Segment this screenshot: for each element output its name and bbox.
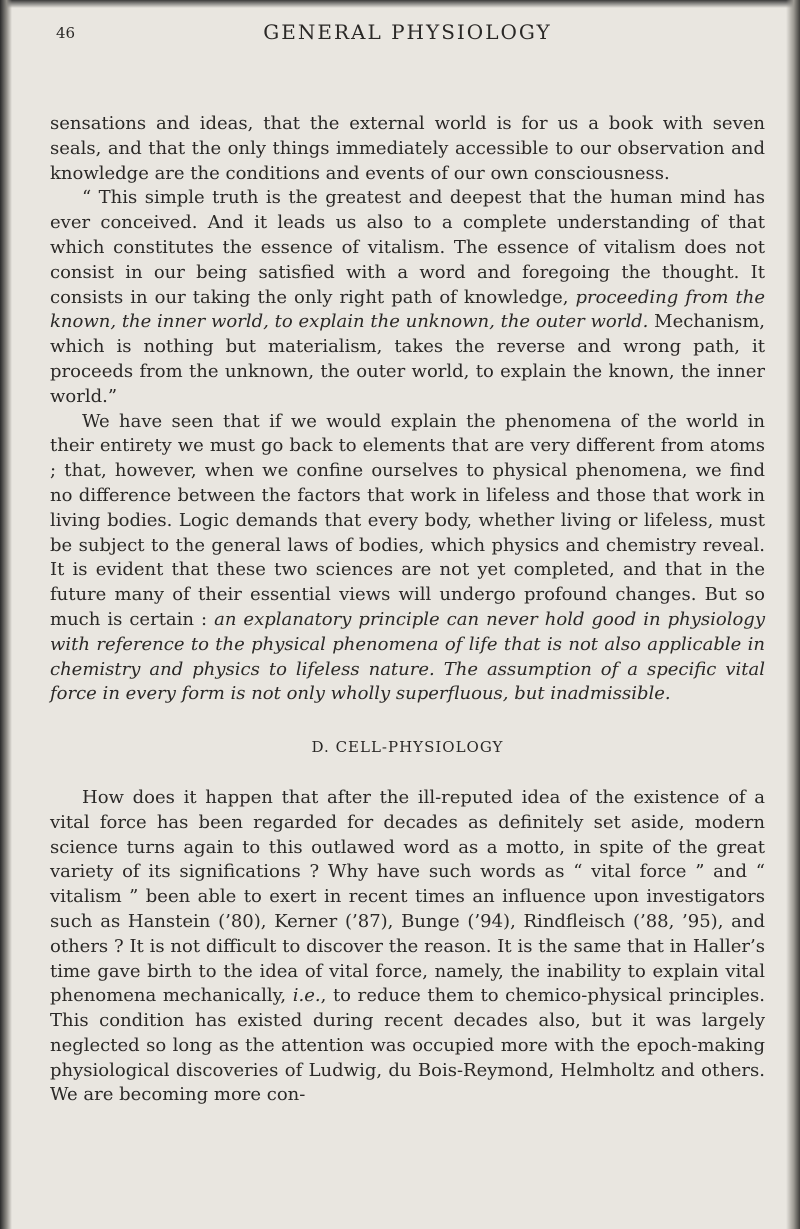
paragraph-emphasis: an explanatory principle can never hold good in physiology with reference to the physical phenomena of life that is not also applicable in chemistry and physics to lifeless nature. The assumption of a specific vital force in every form is not only wholly superfluous, but inadmissible.: [50, 608, 765, 705]
quotation-text-start: “ This simple truth is the greatest and deepest that the human mind has ever conceived. And it leads us also to a complete understanding of that which constitutes the essence of vitalism. The essence of vitalism does not consist in our being satisfied with a word and foregoing the thought. It consists in our taking the only right path of knowledge,: [50, 187, 765, 308]
abbreviation-emphasis: i.e.: [292, 985, 321, 1007]
paragraph-text: We have seen that if we would explain the phenomena of the world in their entirety we must go back to elements that are very different from atoms ; that, however, when we confine ourselves to physical phenomena, we find no difference between the factors that work in lifeless and those that work in living bodies. Logic demands that every body, whether living or lifeless, must be subject to the general laws of bodies, which physics and chemistry reveal. It is evident that these two sciences are not yet completed, and that in the future many of their essential views will undergo profound changes. But so much is certain :: [50, 410, 765, 630]
quotation-text-end: Mechanism, which is nothing but materialism, takes the reverse and wrong path, it proceeds from the unknown, the outer world, to explain the known, the inner world.”: [50, 311, 765, 407]
page-right-edge: [786, 0, 800, 1229]
paragraph-vitalism-conclusion: [50, 410, 765, 708]
quotation-emphasis: proceeding from the known, the inner world, to explain the unknown, the outer world.: [50, 286, 765, 333]
section-heading: D. CELL-PHYSIOLOGY: [311, 738, 504, 757]
page-top-edge: [0, 0, 800, 8]
book-page: [50, 20, 765, 1108]
book-gutter-shadow: [0, 0, 12, 1229]
paragraph-quotation: [50, 186, 765, 409]
running-head: GENERAL PHYSIOLOGY: [263, 20, 552, 44]
paragraph-text-end: , to reduce them to chemico-physical principles. This condition has existed during recent decades also, but it was largely neglected so long as the attention was occupied more with the epoch-making physiological discoveries of Ludwig, du Bois-Reymond, Helmholtz and others. We are becoming more con-: [50, 985, 765, 1106]
paragraph-text: How does it happen that after the ill-reputed idea of the existence of a vital force has been regarded for decades as definitely set aside, modern science turns again to this outlawed word as a motto, in spite of the great variety of its significations ? Why have such words as “ vital force ” and “ vitalism ” been able to exert in recent times an influence upon investigators such as Hanstein (’80), Kerner (’87), Bunge (’94), Rindfleisch (’88, ’95), and others ? It is not difficult to discover the reason. It is the same that in Haller’s time gave birth to the idea of vital force, namely, the inability to explain vital phenomena mechanically,: [50, 786, 765, 1007]
body-text: [50, 112, 765, 1108]
paragraph-cell-physiology: [50, 786, 765, 1108]
paragraph-continuation: sensations and ideas, that the external world is for us a book with seven seals, and that the only things immediately accessible to our observation and knowledge are the conditions and events of our own consciousness.: [50, 113, 765, 184]
page-header: [50, 20, 765, 50]
page-number: 46: [56, 24, 76, 42]
